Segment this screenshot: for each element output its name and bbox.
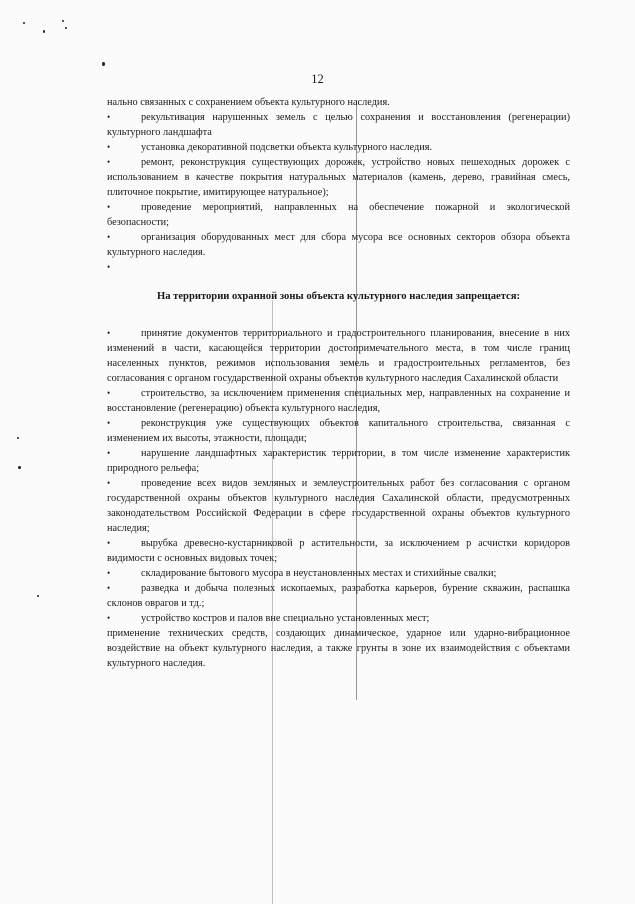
list-item (107, 476, 570, 536)
page-number: 12 (311, 72, 324, 86)
list-item (107, 416, 570, 446)
bullet-marker: • (107, 262, 111, 272)
list-item (107, 95, 570, 110)
list-item (107, 230, 570, 260)
list-item-text: проведение всех видов земляных и землеустроительных работ без согласования с органом государственной охраны объектов культурного наследия Сахалинской области, предусмотренных законодательством Российской Федерации в сфере государственной охраны объектов культурного наследия; (107, 478, 570, 534)
section-heading: На территории охранной зоны объекта культурного наследия запрещается: (156, 291, 521, 302)
list-item-text: рекультивация нарушенных земель с целью сохранения и восстановления (регенерации) культурного ландшафта (107, 112, 570, 138)
scan-speck (65, 27, 67, 29)
list-item-text: применение технических средств, создающих динамическое, ударное или ударно-вибрационное воздействие на объект культурного наследия, а также грунты в зоне их взаимодействия с объектами культурного наследия. (107, 628, 570, 669)
empty-bullet-line (107, 260, 570, 275)
list-item (107, 140, 570, 155)
bullet-marker: • (107, 538, 111, 548)
list-item (107, 536, 570, 566)
list-item-text: установка декоративной подсветки объекта культурного наследия. (141, 142, 433, 153)
bullet-marker: • (107, 448, 111, 458)
bullet-marker: • (107, 112, 111, 122)
bullet-marker: • (107, 478, 111, 488)
list-item-text: проведение мероприятий, направленных на обеспечение пожарной и экологической безопасности; (107, 202, 570, 228)
scan-speck (18, 466, 21, 469)
prohibited-works-list (107, 326, 570, 671)
list-item-text: нально связанных с сохранением объекта культурного наследия. (107, 97, 390, 108)
scan-speck (102, 62, 105, 66)
list-item (107, 110, 570, 140)
document-body (107, 95, 570, 671)
scan-speck (23, 22, 25, 24)
list-item (107, 626, 570, 671)
list-item (107, 611, 570, 626)
list-item-text: строительство, за исключением применения специальных мер, направленных на сохранение и восстановление (регенерацию) объекта культурного наследия, (107, 388, 570, 414)
list-item-text: вырубка древесно-кустарниковой р астительности, за исключением р асчистки коридоров видимости с основных видовых точек; (107, 538, 570, 564)
list-item-text: организация оборудованных мест для сбора мусора все основных секторов обзора объекта культурного наследия. (107, 232, 570, 258)
list-item-text: принятие документов территориального и градостроительного планирования, внесение в них изменений в части, касающейся территории достопримечательного места, в том числе границ населенных пунктов, режимов использования земель и градостроительных регламентов, без согласования с органом государственной охраны объектов культурного наследия Сахалинской области (107, 328, 570, 384)
list-item (107, 200, 570, 230)
list-item-text: нарушение ландшафтных характеристик территории, в том числе изменение характеристик природного рельефа; (107, 448, 570, 474)
bullet-marker: • (107, 157, 111, 167)
list-item (107, 446, 570, 476)
bullet-marker: • (107, 388, 111, 398)
list-item (107, 566, 570, 581)
bullet-marker: • (107, 583, 111, 593)
list-item (107, 326, 570, 386)
scan-speck (17, 437, 19, 439)
bullet-marker: • (107, 202, 111, 212)
bullet-marker: • (107, 568, 111, 578)
bullet-marker: • (107, 328, 111, 338)
bullet-marker: • (107, 613, 111, 623)
scan-speck (43, 30, 45, 33)
list-item-text: ремонт, реконструкция существующих дорожек, устройство новых пешеходных дорожек с использованием в качестве покрытия натуральных материалов (камень, дерево, гравийная смесь, плиточное покрытие, имитирующее натуральное); (107, 157, 570, 198)
permitted-works-list (107, 95, 570, 260)
list-item-text: складирование бытового мусора в неустановленных местах и стихийные свалки; (141, 568, 497, 579)
list-item-text: устройство костров и палов вне специально установленных мест; (141, 613, 430, 624)
list-item (107, 155, 570, 200)
list-item (107, 581, 570, 611)
scan-speck (62, 20, 64, 22)
list-item-text: разведка и добыча полезных ископаемых, разработка карьеров, бурение скважин, распашка склонов оврагов и тд.; (107, 583, 570, 609)
bullet-marker: • (107, 418, 111, 428)
list-item (107, 386, 570, 416)
bullet-marker: • (107, 142, 111, 152)
scan-speck (37, 595, 39, 597)
bullet-marker: • (107, 232, 111, 242)
list-item-text: реконструкция уже существующих объектов капитального строительства, связанная с изменением их высоты, этажности, площади; (107, 418, 570, 444)
